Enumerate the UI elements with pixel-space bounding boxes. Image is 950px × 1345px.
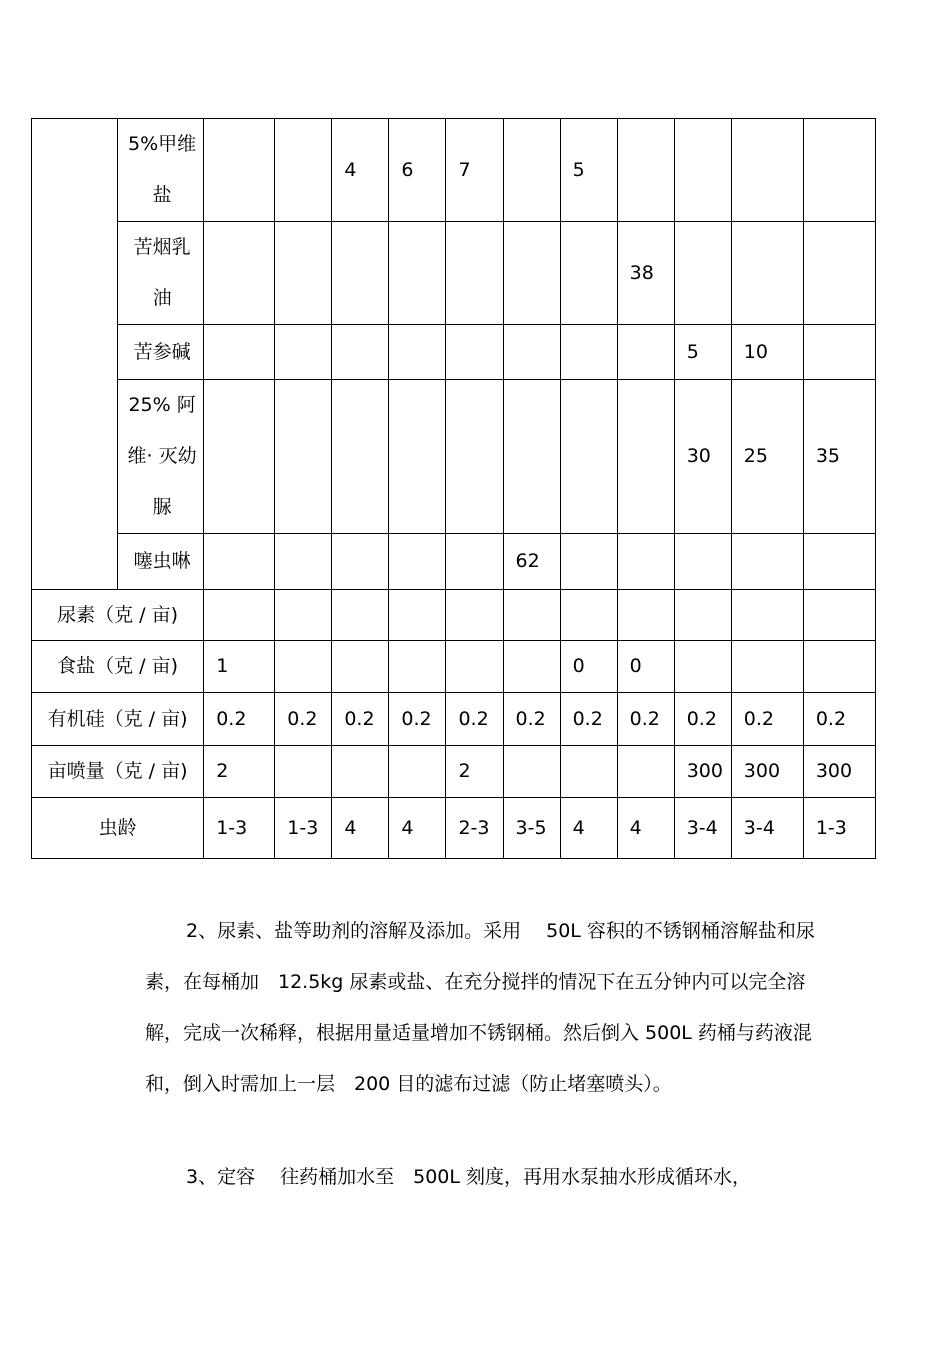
table-cell [803,534,875,590]
table-cell [275,325,332,380]
table-cell: 2-3 [446,798,503,859]
table-cell [332,641,389,693]
table-cell [275,746,332,798]
table-cell [204,380,275,534]
table-cell: 300 [803,746,875,798]
table-cell [617,590,674,641]
table-cell: 35 [803,380,875,534]
table-cell [204,119,275,222]
table-cell [503,746,560,798]
table-cell [275,590,332,641]
table-cell [617,325,674,380]
table-cell [332,380,389,534]
table-cell: 38 [617,222,674,325]
table-cell [332,746,389,798]
table-cell [275,534,332,590]
table-cell: 0.2 [503,693,560,746]
table-cell [446,641,503,693]
table-row [32,590,876,641]
table-cell [389,222,446,325]
table-cell: 0.2 [332,693,389,746]
table-row [32,798,876,859]
table-cell: 3-4 [674,798,731,859]
table-cell [560,325,617,380]
table-cell: 10 [731,325,803,380]
table-cell [503,380,560,534]
table-row [32,380,876,534]
table-cell [446,380,503,534]
table-cell [674,222,731,325]
table-cell [204,222,275,325]
row-label-cell: 亩喷量（克 / 亩) [32,746,204,798]
table-cell [503,590,560,641]
table-cell: 4 [332,798,389,859]
table-cell [389,325,446,380]
row-label-cell [118,222,204,325]
table-cell: 4 [617,798,674,859]
table-cell [803,222,875,325]
row-label-cell: 虫龄 [32,798,204,859]
table-cell [204,590,275,641]
pesticide-group-cell [32,119,118,590]
table-cell [731,590,803,641]
table-cell: 0.2 [731,693,803,746]
row-label-cell [118,534,204,590]
table-cell: 0.2 [803,693,875,746]
table-cell [332,222,389,325]
table-cell: 6 [389,119,446,222]
row-label: 苦参碱 [133,340,191,363]
table-cell [389,590,446,641]
table-cell: 7 [446,119,503,222]
row-label-cell [118,325,204,380]
table-cell [204,534,275,590]
paragraph-2: 3、定容 往药桶加水至 500L 刻度，再用水泵抽水形成循环水， [186,1166,752,1188]
table-cell [332,325,389,380]
table-cell [803,641,875,693]
table-cell [731,222,803,325]
table-row [32,222,876,325]
data-table [31,118,876,859]
row-label: 25% 阿维· 灭幼脲 [127,394,197,518]
table-cell: 300 [731,746,803,798]
table-cell: 1-3 [803,798,875,859]
table-cell: 2 [204,746,275,798]
table-row [32,746,876,798]
table-cell [389,380,446,534]
table-cell: 2 [446,746,503,798]
table-cell [803,119,875,222]
table-cell [446,325,503,380]
table-cell [275,119,332,222]
table-cell [560,380,617,534]
table-cell [731,534,803,590]
table-cell [617,746,674,798]
table-cell: 5 [560,119,617,222]
table-cell [275,222,332,325]
table-row [32,641,876,693]
table-cell [560,590,617,641]
table-cell [446,534,503,590]
table-cell [731,119,803,222]
table-cell [275,641,332,693]
row-label: 苦烟乳油 [133,236,191,309]
table-row [32,693,876,746]
table-cell [446,222,503,325]
table-cell: 0 [560,641,617,693]
table-cell [674,590,731,641]
table-cell: 1-3 [275,798,332,859]
table-cell: 0.2 [275,693,332,746]
table-cell: 4 [389,798,446,859]
table-cell: 4 [332,119,389,222]
table-cell [731,641,803,693]
table-cell: 5 [674,325,731,380]
table-cell: 3-4 [731,798,803,859]
table-cell [674,641,731,693]
table-cell [503,641,560,693]
table-row [32,325,876,380]
row-label-cell [118,380,204,534]
table-cell: 30 [674,380,731,534]
table-cell [389,746,446,798]
table-cell [503,325,560,380]
table-cell [617,380,674,534]
table-cell [275,380,332,534]
table-cell [389,641,446,693]
table-cell [803,590,875,641]
table-cell: 62 [503,534,560,590]
table-cell: 300 [674,746,731,798]
table-cell: 0.2 [674,693,731,746]
table-cell [803,325,875,380]
table-cell [560,746,617,798]
table-cell [503,119,560,222]
row-label-cell: 食盐（克 / 亩) [32,641,204,693]
table-cell: 0.2 [446,693,503,746]
table-cell [674,534,731,590]
table-cell [617,119,674,222]
table-cell [446,590,503,641]
table-cell: 0 [617,641,674,693]
table-cell [560,534,617,590]
table-cell [389,534,446,590]
table-cell: 1 [204,641,275,693]
row-label-cell: 尿素（克 / 亩) [32,590,204,641]
row-label-cell: 有机硅（克 / 亩) [32,693,204,746]
table-row [32,534,876,590]
table-cell: 0.2 [389,693,446,746]
table-cell: 3-5 [503,798,560,859]
row-label-cell [118,119,204,222]
row-label: 噻虫啉 [133,550,191,572]
row-label: 5%甲维盐 [128,133,197,206]
table-cell [503,222,560,325]
table-cell: 1-3 [204,798,275,859]
table-cell [617,534,674,590]
table-cell: 25 [731,380,803,534]
table-cell: 0.2 [204,693,275,746]
table-cell [332,534,389,590]
table-cell [560,222,617,325]
paragraph-1: 2、尿素、盐等助剂的溶解及添加。采用 50L 容积的不锈钢桶溶解盐和尿素，在每桶加 12.5kg 尿素或盐、在充分搅拌的情况下在五分钟内可以完全溶解，完成一次稀释，根据用量适量增加不锈钢桶。然后倒入 500L 药桶与药液混和，倒入时需加上一层 200 目的滤布过滤（防止堵塞喷头）。 [145,920,815,1095]
table-cell: 4 [560,798,617,859]
table-cell: 0.2 [617,693,674,746]
table-cell [674,119,731,222]
table-row [32,119,876,222]
table-cell [332,590,389,641]
table-cell: 0.2 [560,693,617,746]
table-cell [204,325,275,380]
